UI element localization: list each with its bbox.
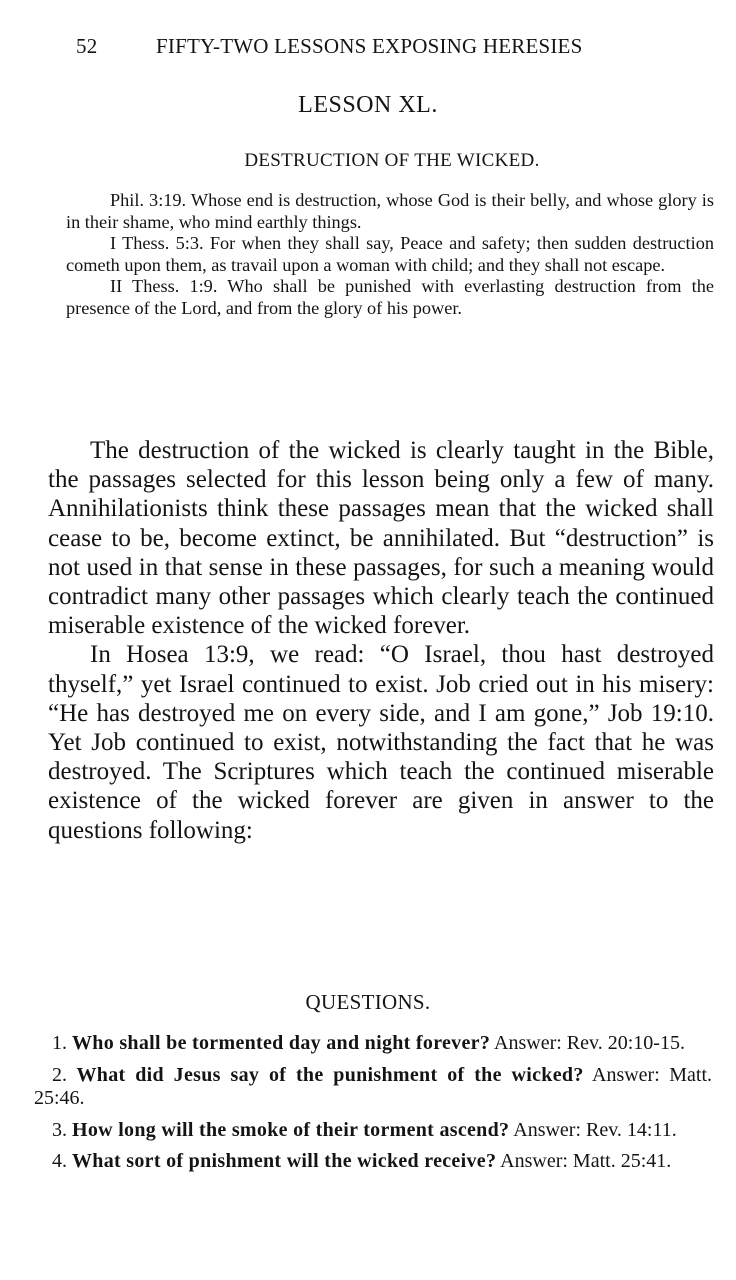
question-answer: Answer: Rev. 20:10-15. xyxy=(494,1032,685,1054)
body-paragraph: The destruction of the wicked is clearly taught in the Bible, the passages selected for this lesson being only a few of many. Annihilationists think these passages mean that the wicked shall cease to be, become extinct, be annihilated. But “destruction” is not used in that sense in these passages, for such a meaning would contradict many other passages which clearly teach the continued miserable existence of the wicked forever. xyxy=(48,437,714,640)
verse: I Thess. 5:3. For when they shall say, Peace and safety; then sudden destruction cometh upon them, as travail upon a woman with child; and they shall not escape. xyxy=(66,233,714,275)
body-paragraph: In Hosea 13:9, we read: “O Israel, thou hast destroyed thyself,” yet Israel continued to exist. Job cried out in his misery: “He has destroyed me on every side, and I am gone,” Job 19:10. Yet Job continued to exist, notwithstanding the fact that he was destroyed. The Scriptures which teach the continued miserable existence of the wicked forever are given in answer to the questions following: xyxy=(48,641,714,844)
question-answer: Answer: Rev. 14:11. xyxy=(513,1118,677,1141)
questions-list xyxy=(34,1032,712,1182)
scripture-verses xyxy=(66,190,714,319)
question-text: How long will the smoke of their torment ascend? xyxy=(72,1118,510,1141)
question-text: What did Jesus say of the punishment of the wicked? xyxy=(76,1063,584,1086)
question-number: 1. xyxy=(52,1032,67,1054)
question-text: What sort of pnishment will the wicked receive? xyxy=(72,1150,497,1172)
running-header xyxy=(76,34,716,59)
question-answer: Answer: Matt. 25:46. xyxy=(34,1063,712,1109)
question-item xyxy=(34,1150,712,1174)
verse: II Thess. 1:9. Who shall be punished with everlasting destruction from the presence of the Lord, and from the glory of his power. xyxy=(66,276,714,318)
lesson-body xyxy=(48,436,714,845)
questions-heading: QUESTIONS. xyxy=(305,990,431,1014)
question-item xyxy=(34,1119,712,1143)
question-answer: Answer: Matt. 25:41. xyxy=(500,1150,672,1172)
lesson-title: LESSON XL. xyxy=(298,92,438,118)
running-title: FIFTY-TWO LESSONS EXPOSING HERESIES xyxy=(156,34,583,58)
question-item xyxy=(34,1064,712,1111)
question-number: 4. xyxy=(52,1150,67,1172)
lesson-subtitle: DESTRUCTION OF THE WICKED. xyxy=(244,150,540,171)
question-text: Who shall be tormented day and night forever? xyxy=(72,1032,491,1054)
question-number: 2. xyxy=(52,1063,67,1086)
verse: Phil. 3:19. Whose end is destruction, whose God is their belly, and whose glory is in their shame, who mind earthly things. xyxy=(66,190,714,232)
page-number: 52 xyxy=(76,34,98,58)
question-item xyxy=(34,1032,712,1056)
question-number: 3. xyxy=(52,1118,67,1141)
